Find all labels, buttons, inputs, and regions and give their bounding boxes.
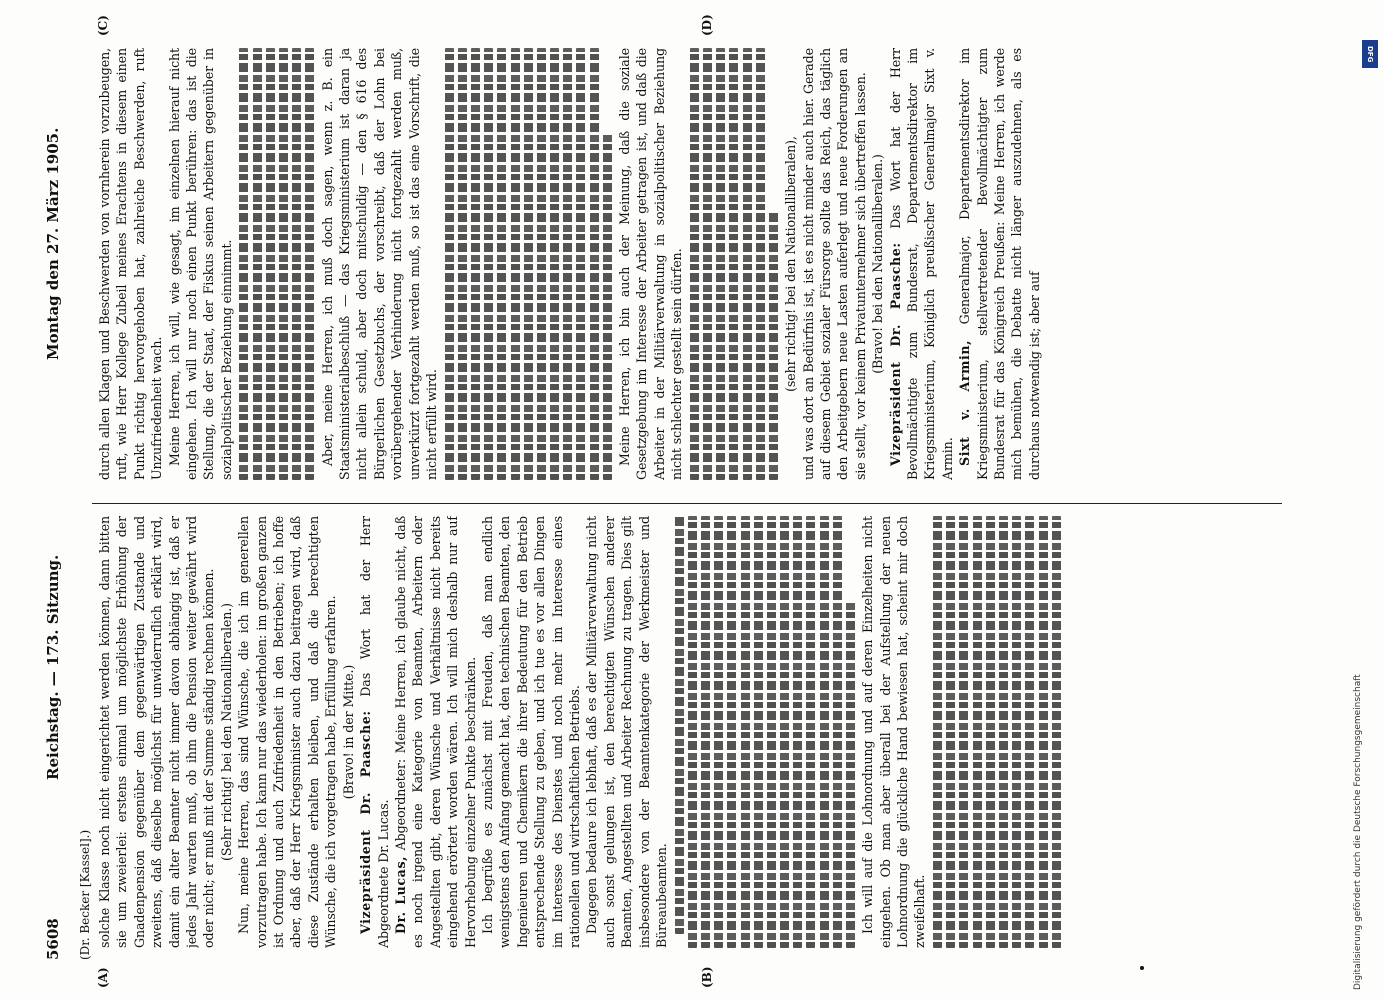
text-line [292,48,301,480]
speaker-name: Sixt v. Armin, [957,339,973,466]
margin-marker-a: (A) [96,967,110,988]
statement-text: Das Wort hat der Herr Abgeordnete Dr. Lucas. [358,516,391,948]
dfg-logo: DFG [1362,40,1378,68]
text-line [603,134,612,480]
statement-text: Generalmajor, Departementsdirektor im Kriegsministerium, stellvertretender Bevollmächtigter zum Bundesrat für das Königreich Preußen: Meine Herren, ich werde mich bemühen, die Debatte nicht länger auszudehnen, als es durchaus notwendig ist; aber auf [957,48,1042,480]
chair-statement [357,516,392,948]
text-line [767,516,776,948]
text-line [590,48,599,480]
text-line [1025,516,1034,948]
page-number: 5608 [44,918,62,960]
applause-note: (Sehr richtig! bei den Nationalliberalen.) [218,603,234,861]
margin-marker-b: (B) [700,966,714,988]
speaker-name: Vizepräsident Dr. Paasche: [358,710,374,934]
text-line [727,516,736,948]
paragraph: Ich will auf die Lohnordnung und auf deren Einzelheiten nicht eingehen. Ob man aber überall bei der Aufstellung der neuen Lohnordnung die glückliche Hand bewiesen hat, scheint mir doch zweifelhaft. [860,516,928,948]
column-divider [92,503,1282,504]
text-line [563,48,572,480]
text-line [445,48,454,480]
text-line [741,516,750,948]
speaker-name: Dr. Lucas, [392,855,408,934]
paragraph: durch allen Klagen und Beschwerden von vornherein vorzubeugen, ruft, wie Herr Kollege Zubeil meines Erachtens in diesem einen Punkt richtig hervorgehoben hat, zahlreiche Beschwerden, ruft Unzufriedenheit wach. [97,48,165,480]
statement-text: Das Wort hat der Herr Bevollmächtigte zum Bundesrat, Departementsdirektor im Kriegsministerium, Königlich preußischer Generalmajor Sixt v. Armin. [887,48,955,480]
text-line [780,516,789,948]
chair-statement [887,48,957,480]
text-line [550,48,559,480]
text-line [458,48,467,480]
text-line [253,48,262,480]
speech-start [956,48,1043,480]
paragraph: Dagegen bedaure ich lebhaft, daß es der Militärverwaltung nicht auch sonst gelungen ist, den berechtigten Wünschen anderer Beamten, Angestellten und Arbeiter Rechnung zu tragen. Dies gilt insbesondere von der Beamtenkategorie der Werkmeister und Büreaubeamten. [584,516,669,948]
text-line [484,48,493,480]
text-line [703,48,712,480]
session-title: Reichstag. — 173. Sitzung. [44,554,62,780]
text-line [959,516,968,948]
text-line [690,48,699,480]
paragraph: Meine Herren, ich bin auch der Meinung, daß die soziale Gesetzgebung im Interesse der Arbeiter getragen ist, und daß die Arbeiter in der Militärverwaltung in sozialpolitischer Beziehung nicht schlechter gestellt sein dürfen. [617,48,685,480]
text-line [769,212,778,480]
paragraph: Aber, meine Herren, ich muß doch sagen, wenn z. B. ein Staatsministerialbeschluß — das Kriegsministerium ist daran ja nicht allein schuld, aber doch mitschuldig — den § 616 des Bürgerlichen Gesetzbuchs, der vorschreibt, daß der Lohn bei vorübergehender Verhinderung nicht fortgezahlt werden muß, unverkürzt fortgezahlt werden muß, so ist das eine Vorschrift, die nicht erfüllt wird. [319,48,439,480]
speaker-name: Vizepräsident Dr. Paasche: [887,242,903,466]
margin-marker-d: (D) [700,14,714,36]
text-line [806,516,815,948]
paragraph: solche Klasse noch nicht eingerichtet werden können, dann bitten sie um zweierlei: erstens einmal um möglichste Erhöhung der Gnadenpension gegenüber dem gegenwärtigen Zustande und zweitens, daß dieselbe möglichst für unwiderruflich erklärt wird, damit ein alter Beamter nicht immer davon abhängig ist, daß er jedes Jahr warten muß, ob ihm die Pension weiter gewährt wird oder nicht; er muß mit der Summe ständig rechnen können. [97,516,217,948]
speaker-caption: (Dr. Becker [Kassel].) [78,829,92,960]
text-line [524,48,533,480]
text-line [701,516,710,948]
digitization-credit: Digitalisierung gefördert durch die Deutsche Forschungsgemeinschaft [1353,674,1363,990]
text-line [576,48,585,480]
text-line [999,516,1008,948]
paragraph: Nun, meine Herren, das sind Wünsche, die ich im generellen vorzutragen habe. Ich kann nur das wiederholen: im großen ganzen ist Ordnung und auch Zufriedenheit in den Betrieben; ich hoffe aber, daß der Herr Kriegsminister auch dazu beitragen wird, daß diese Zustände erhalten bleiben, und daß die berechtigten Wünsche, die ich vorgetragen habe, Erfüllung erfahren. [236,516,339,948]
text-line [1039,516,1048,948]
text-line [973,516,982,948]
page-header [44,40,66,960]
text-line [729,48,738,480]
text-line [1052,516,1061,948]
text-line [714,516,723,948]
statement-text: Abgeordneter: Meine Herren, ich glaube nicht, daß es noch irgend eine Kategorie von Beamten, Arbeitern oder Angestellten gibt, deren Wünsche und Verhältnisse nicht bereits eingehend erörtert worden wären. Ich will mich deshalb nur auf Hervorhebung einzelner Punkte beschränken. [392,516,478,948]
margin-dot [1140,966,1144,970]
text-line [471,48,480,480]
text-line [279,48,288,480]
text-line [846,602,855,948]
text-line [511,48,520,480]
speech-start [392,516,479,948]
text-line [239,48,248,480]
text-line [688,516,697,948]
paragraph: Meine Herren, ich will, wie gesagt, im einzelnen hierauf nicht eingehen. Ich will nur noch einen Punkt berühren: das ist die Stellung, die der Staat, der Fiskus seinen Arbeitern gegenüber in sozialpolitischer Beziehung einnimmt. [166,48,234,480]
text-line [754,516,763,948]
text-line [946,516,955,948]
text-line [537,48,546,480]
text-line [793,516,802,948]
text-line [497,48,506,480]
applause-note: (Bravo! in der Mitte.) [340,664,356,800]
text-line [933,516,942,948]
session-date: Montag den 27. März 1905. [44,127,62,360]
text-line [833,516,842,948]
right-column [96,48,1276,480]
text-line [305,48,314,480]
applause-note: (Bravo! bei den Nationalliberalen.) [870,154,886,374]
text-line [820,516,829,948]
left-column [96,516,1276,948]
text-line [675,516,684,934]
text-line [1012,516,1021,948]
text-line [266,48,275,480]
text-line [743,48,752,480]
text-line [756,48,765,480]
text-line [986,516,995,948]
applause-note: (sehr richtig! bei den Nationalliberalen), [783,136,799,392]
margin-marker-c: (C) [96,15,110,36]
text-line [716,48,725,480]
paragraph: und was dort an Bedürfnis ist, ist es nicht minder auch hier. Gerade auf diesem Gebiet sozialer Fürsorge sollte das Reich, das täglich den Arbeitgebern neue Lasten auferlegt und neue Forderungen an sie stellt, vor keinem Privatunternehmer sich übertreffen lassen. [800,48,868,480]
paragraph: Ich begrüße es zunächst mit Freuden, daß man endlich wenigstens den Anfang gemacht hat, den technischen Beamten, den Ingenieuren und Chemikern die ihrer Bedeutung für den Betrieb entsprechende Stellung zu geben, und ich tue es vor allen Dingen im Interesse des Dienstes und noch mehr im Interesse eines rationellen und wirtschaftlichen Betriebs. [479,516,582,948]
